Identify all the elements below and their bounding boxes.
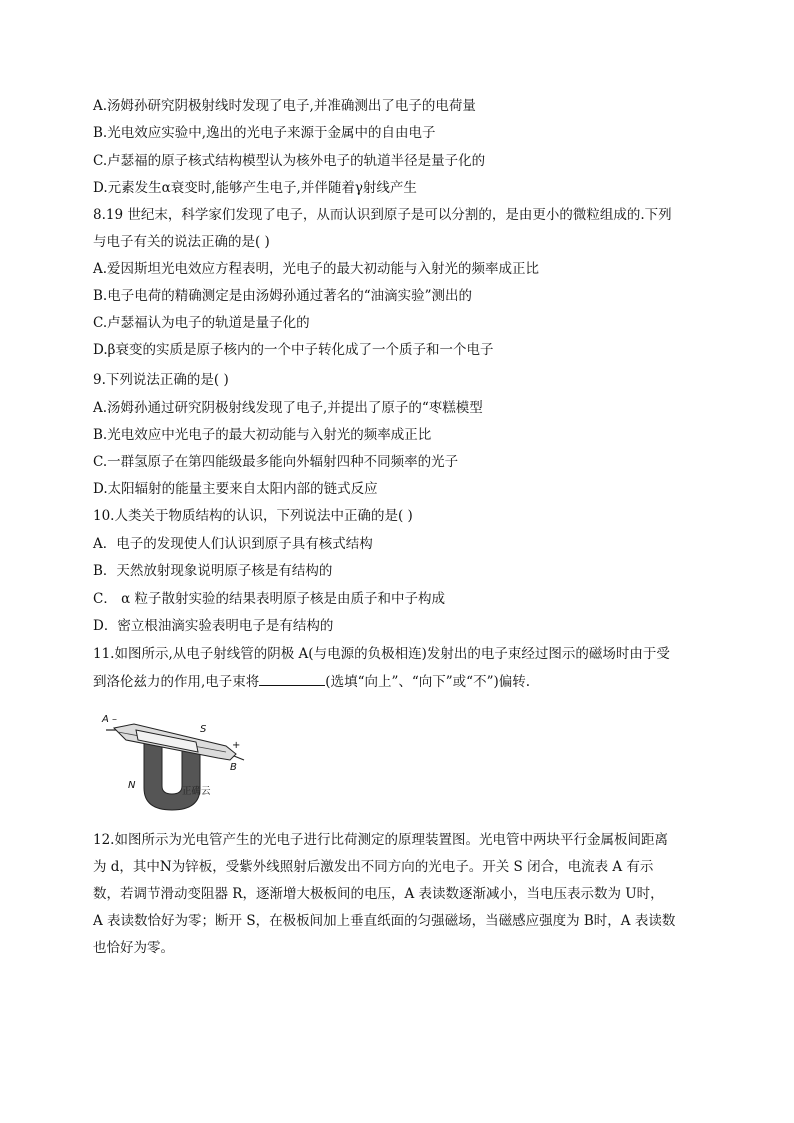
q11-text-before-blank: 到洛伦兹力的作用,电子束将 [93, 674, 260, 690]
q8-option-b: B.电子电荷的精确测定是由汤姆孙通过著名的“油滴实验”测出的 [93, 288, 473, 304]
watermark-logo: 正确云 [182, 786, 211, 797]
anode-lead [234, 756, 244, 760]
label-b-sign: + [232, 740, 241, 751]
q8-stem-line1: 8.19 世纪末，科学家们发现了电子，从而认识到原子是可以分割的，是由更小的微粒组成的.下列 [93, 207, 672, 223]
q7-option-c: C.卢瑟福的原子核式结构模型认为核外电子的轨道半径是量子化的 [93, 153, 486, 169]
electron-tube-magnet-diagram [96, 706, 256, 818]
q12-stem-line3: 数，若调节滑动变阻器 R，逐渐增大极板间的电压，A 表读数逐渐减小，当电压表示数为 U时， [93, 886, 664, 902]
q12-stem-line5: 也恰好为零。 [93, 940, 174, 956]
q11-figure-electron-tube-magnet [96, 706, 256, 818]
q7-option-b: B.光电效应实验中,逸出的光电子来源于金属中的自由电子 [93, 125, 436, 141]
q11-text-after-blank: (选填“向上”、“向下”或“不”)偏转. [325, 674, 531, 690]
q12-stem-line4: A 表读数恰好为零；断开 S，在极板间加上垂直纸面的匀强磁场，当磁感应强度为 B时，A 表读数 [93, 913, 676, 929]
q11-answer-blank [259, 671, 325, 686]
q12-stem-line1: 12.如图所示为光电管产生的光电子进行比荷测定的原理装置图。光电管中两块平行金属板间距离 [93, 832, 668, 848]
q10-option-a: A．电子的发现使人们认识到原子具有核式结构 [93, 536, 373, 552]
q8-option-d: D.β衰变的实质是原子核内的一个中子转化成了一个质子和一个电子 [93, 342, 494, 358]
q11-stem-line2 [93, 671, 713, 692]
q7-option-a: A.汤姆孙研究阴极射线时发现了电子,并准确测出了电子的电荷量 [93, 98, 476, 114]
label-n-pole: N [128, 780, 136, 791]
q12-stem-line2: 为 d，其中N为锌板，受紫外线照射后激发出不同方向的光电子。开关 S 闭合，电流表 A 有示 [93, 859, 654, 875]
q9-option-b: B.光电效应中光电子的最大初动能与入射光的频率成正比 [93, 427, 432, 443]
label-b-anode: B [230, 762, 237, 773]
q9-option-c: C.一群氢原子在第四能级最多能向外辐射四种不同频率的光子 [93, 454, 459, 470]
q10-option-d: D．密立根油滴实验表明电子是有结构的 [93, 618, 334, 634]
q10-option-b: B．天然放射现象说明原子核是有结构的 [93, 563, 333, 579]
q9-stem: 9.下列说法正确的是( ) [93, 372, 229, 388]
q7-option-d: D.元素发生α衰变时,能够产生电子,并伴随着γ射线产生 [93, 180, 417, 196]
q8-option-a: A.爱因斯坦光电效应方程表明，光电子的最大初动能与入射光的频率成正比 [93, 261, 540, 277]
q8-option-c: C.卢瑟福认为电子的轨道是量子化的 [93, 315, 310, 331]
q10-stem: 10.人类关于物质结构的认识，下列说法中正确的是( ) [93, 508, 413, 524]
label-a-cathode: A [102, 714, 109, 725]
q8-stem-line2: 与电子有关的说法正确的是( ) [93, 234, 270, 250]
label-s-pole: S [200, 724, 207, 735]
q9-option-a: A.汤姆孙通过研究阴极射线发现了电子,并提出了原子的“枣糕模型 [93, 400, 483, 416]
q10-option-c: C． α 粒子散射实验的结果表明原子核是由质子和中子构成 [93, 591, 446, 607]
q11-stem-line1: 11.如图所示,从电子射线管的阴极 A(与电源的负极相连)发射出的电子束经过图示的磁场时由于受 [93, 646, 670, 662]
label-a-sign: – [112, 714, 117, 725]
q9-option-d: D.太阳辐射的能量主要来自太阳内部的链式反应 [93, 481, 378, 497]
